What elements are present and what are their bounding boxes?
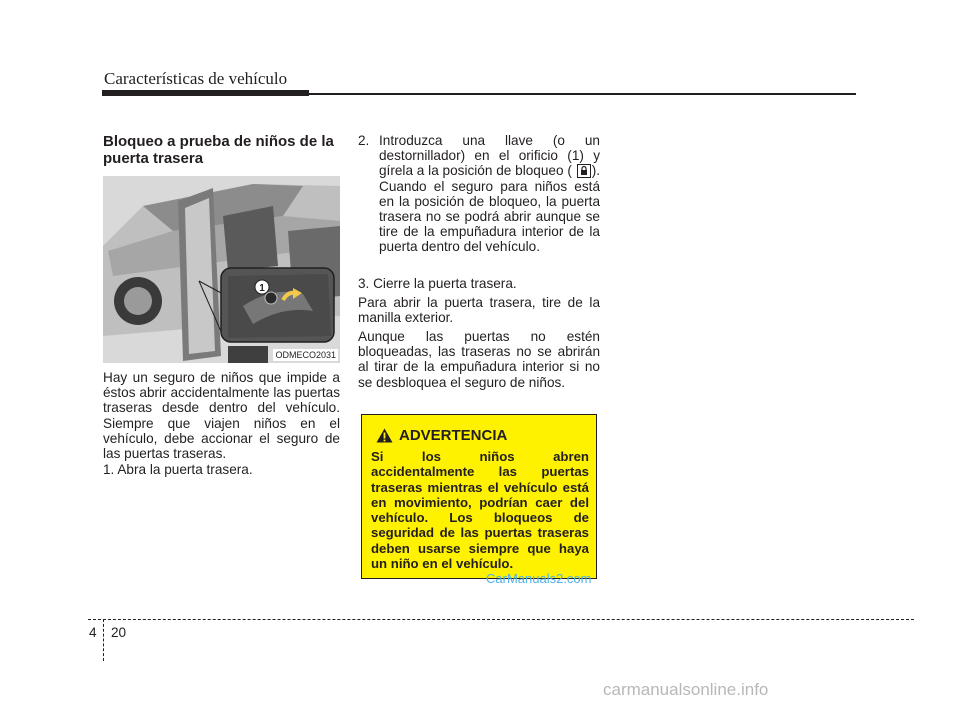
callout-number: 1: [259, 283, 265, 294]
step-2-number: 2.: [358, 133, 370, 148]
step-3: 3. Cierre la puerta trasera.: [358, 276, 517, 291]
open-door-paragraph: Para abrir la puerta trasera, tire de la manilla exterior.: [358, 295, 600, 326]
step-1: 1. Abra la puerta trasera.: [103, 462, 253, 477]
car-rear-door-illustration: [103, 176, 340, 363]
step-2-text-a: Introduzca una llave (o un destornillador) en el orificio (1) y gírela a la posición de bloqueo (: [379, 133, 600, 179]
footer-rule: [88, 619, 914, 620]
page-header-title: Características de vehículo: [104, 69, 288, 88]
figure-code: ODMECO2031: [275, 350, 336, 360]
section-title: Bloqueo a prueba de niños de la puerta trasera: [103, 133, 334, 167]
warning-triangle-icon: [376, 428, 393, 443]
warning-text: Si los niños abren accidentalmente las puertas traseras mientras el vehículo está en movimiento, podrían caer del vehículo. Los bloqueos de seguridad de las puertas traseras deben usarse siempre que haya un niño en el vehículo.: [371, 449, 589, 572]
child-lock-figure: [103, 176, 340, 363]
intro-paragraph: Hay un seguro de niños que impide a éstos abrir accidentalmente las puertas traseras desde dentro del vehículo. Siempre que viajen niños en el vehículo, debe accionar el seguro de las puertas traseras.: [103, 370, 340, 462]
watermark-link[interactable]: CarManuals2.com: [486, 571, 592, 586]
step-2-text-b: ). Cuando el seguro para niños está en la posición de bloqueo, la puerta trasera no se podrá abrir aunque se tire de la empuñadura interior de la puerta dentro del vehículo.: [379, 163, 600, 255]
warning-title: ADVERTENCIA: [399, 427, 508, 444]
page-number: 20: [111, 625, 127, 640]
step-2: [358, 133, 600, 255]
lock-icon: [577, 164, 591, 178]
unlock-note-paragraph: Aunque las puertas no estén bloqueadas, las traseras no se abrirán al tirar de la empuñadura interior si no se desbloquea el seguro de niños.: [358, 329, 600, 390]
footer-divider: [103, 619, 104, 661]
header-rule: [102, 93, 856, 95]
warning-box: [361, 414, 597, 579]
warning-header: [376, 427, 507, 444]
chapter-number: 4: [89, 625, 97, 640]
site-watermark: carmanualsonline.info: [603, 680, 769, 699]
